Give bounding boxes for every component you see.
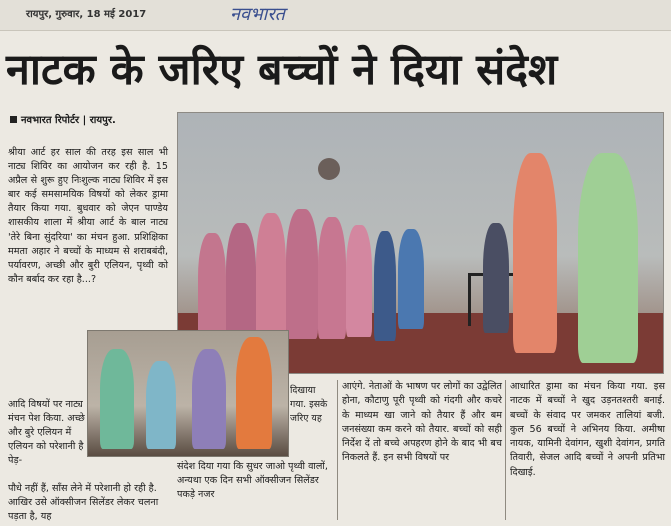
performer-figure [374,231,396,341]
byline [10,112,116,126]
article-column-left-foot: पौधे नहीं हैं, साँस लेने में परेशानी हो रही है. आखिर उसे ऑक्सीजन सिलेंडर लेकर चलना पड़ता है, यह [8,483,159,522]
performer-figure [256,213,286,341]
performer-figure [146,361,176,449]
performer-figure [318,217,346,339]
performer-figure [483,223,509,333]
column-divider [505,380,506,520]
page-header-strip [0,0,671,31]
performer-figure [346,225,372,337]
masthead-logo: नवभारत [230,4,285,25]
article-column-middle: आएंगे. नेताओं के भाषण पर लोगों का उद्वेलित होना, कौटाणु पूरी पृथ्वी को गंदगी और कचरे के माध्यम खा जाने को तैयार हैं और बम जनसंख्या कम करने को तैयार. बच्चों को सही निर्देश दें तो बच्चे अपहरण होने के बाद भी बच निकलते हैं. इन सभी विषयों पर [342,381,502,464]
performer-figure [226,223,256,343]
inset-performance-photo [87,330,289,457]
headline: नाटक के जरिए बच्चों ने दिया संदेश [6,45,558,95]
performer-figure [192,349,226,449]
article-column-middle-foot: संदेश दिया गया कि सुधर जाओ पृथ्वी वालों, अन्यथा एक दिन सभी ऑक्सीजन सिलेंडर पकड़े नजर [177,461,328,500]
fan-shape [318,158,340,180]
performer-figure [286,209,318,339]
article-column-right: आधारित ड्रामा का मंचन किया गया. इस नाटक में बच्चों ने खुद उड़नतश्तरी बनाई. बच्चों के संवाद पर जमकर तालियां बजी. कुल 56 बच्चों ने अभिनय किया. अमीषा नायक, यामिनी देवांगन, खुशी देवांगन, प्रगति तिवारी, सेजल आदि बच्चों ने अपनी प्रतिभा दिखाई. [510,381,665,478]
dateline: रायपुर, गुरुवार, 18 मई 2017 [26,9,147,20]
article-column-middle-narrow: दिखाया गया. इसके जरिए यह [290,385,328,424]
column-divider [337,380,338,520]
article-column-left: श्रीया आर्ट हर साल की तरह इस साल भी नाट्य शिविर का आयोजन कर रही है. 15 अप्रैल से शुरू हुए निःशुल्क नाट्य शिविर में इस बार कई समसामयिक विषयों को लेकर ड्रामा तैयार किया गया. बुधवार को जेएन पाण्डेय शासकीय शाला में श्रीया आर्ट के बाल नाट्य 'तेरे बिना सुंदरिया' का मंचन हुआ. प्रशिक्षिका ममता अहार ने बच्चों के माध्यम से शराबबंदी, पर्यावरण, अच्छी और बुरी एलियन, पृथ्वी को कौन बर्बाद कर रहा है...? [8,147,168,285]
byline-text: नवभारत रिपोर्टर | रायपुर. [21,115,116,126]
article-column-left-bottom: आदि विषयों पर नाट्य मंचन पेश किया. अच्छे और बुरे एलियन में एलियन को परेशानी है पेड़- [8,399,85,466]
performer-figure [513,153,557,353]
byline-square-icon [10,116,17,123]
performer-figure [236,337,272,449]
performer-figure [198,233,226,343]
performer-figure [398,229,424,329]
performer-figure [578,153,638,363]
performer-figure [100,349,134,449]
